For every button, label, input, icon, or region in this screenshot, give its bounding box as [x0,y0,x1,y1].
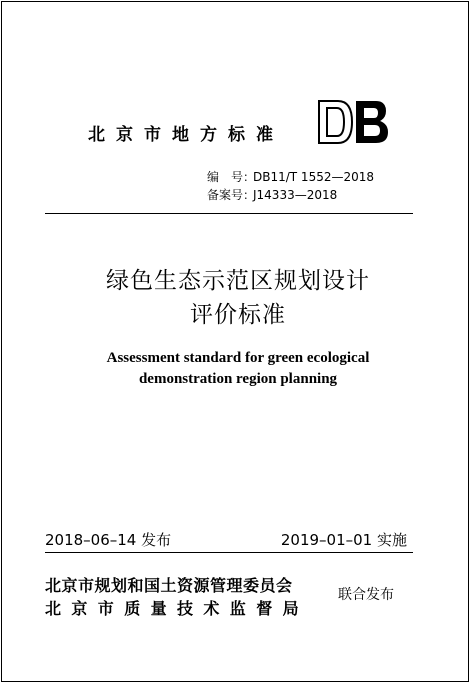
issuer-planning-commission: 北京市规划和国土资源管理委员会 [45,576,293,595]
issue-date: 2018–06–14 发布 [45,531,172,549]
top-divider [45,213,413,214]
record-number-label: 备案号： [207,188,256,202]
english-title-line-2: demonstration region planning [138,371,338,387]
document-cover [1,1,469,682]
chinese-title-line-1: 绿色生态示范区规划设计 [106,268,370,294]
chinese-title-line-2: 评价标准 [190,302,286,328]
record-number-value: J14333—2018 [253,188,338,202]
issuer-quality-bureau: 北京市质量技术监督局 [45,599,310,618]
bottom-divider [45,552,413,553]
standard-code-value: DB11/T 1552—2018 [253,170,375,184]
standard-type-heading: 北京市地方标准 [88,125,284,145]
record-number [207,186,337,203]
joint-issue-label: 联合发布 [338,587,394,603]
db-logo [316,99,390,145]
implementation-date: 2019–01–01 实施 [280,531,407,549]
standard-code [207,168,374,185]
english-title-line-1: Assessment standard for green ecological [106,350,370,366]
standard-code-label: 编 号： [207,170,256,184]
